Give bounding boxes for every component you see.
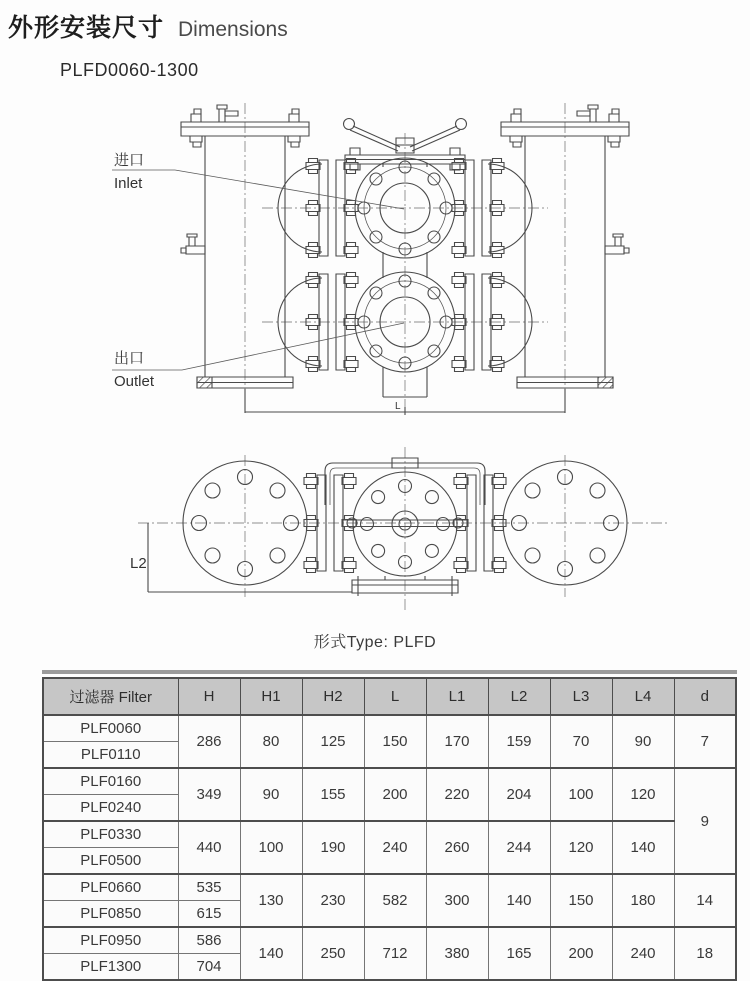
cell-L1: 220 — [426, 768, 488, 821]
outlet-label-zh: 出口 — [114, 350, 145, 367]
cell-model: PLF1300 — [43, 954, 178, 981]
dimensions-table — [42, 677, 737, 981]
col-header-L3: L3 — [550, 678, 612, 715]
cell-H: 704 — [178, 954, 240, 981]
cell-model: PLF0330 — [43, 821, 178, 848]
cell-L4: 180 — [612, 874, 674, 927]
col-header-L: L — [364, 678, 426, 715]
col-header-L2: L2 — [488, 678, 550, 715]
cell-H1: 130 — [240, 874, 302, 927]
cell-H2: 125 — [302, 715, 364, 768]
cell-L3: 150 — [550, 874, 612, 927]
dim-L-label: L — [395, 401, 401, 412]
right-drain-fitting — [605, 234, 629, 254]
col-header-H2: H2 — [302, 678, 364, 715]
front-view-drawing — [112, 103, 629, 415]
cell-L: 712 — [364, 927, 426, 980]
cell-model: PLF0110 — [43, 742, 178, 769]
cell-H: 349 — [178, 768, 240, 821]
type-caption: 形式Type: PLFD — [313, 634, 437, 651]
col-header-L4: L4 — [612, 678, 674, 715]
cell-d: 18 — [674, 927, 736, 980]
cell-H: 586 — [178, 927, 240, 954]
col-header-filter: 过滤器 Filter — [43, 678, 178, 715]
cell-L1: 300 — [426, 874, 488, 927]
top-view-drawing — [130, 447, 668, 613]
cell-L4: 120 — [612, 768, 674, 821]
left-drain-fitting — [181, 234, 205, 254]
cell-L4: 90 — [612, 715, 674, 768]
cell-H2: 190 — [302, 821, 364, 874]
cell-H1: 90 — [240, 768, 302, 821]
cell-L4: 140 — [612, 821, 674, 874]
cell-L3: 200 — [550, 927, 612, 980]
right-vent-valve — [577, 105, 598, 122]
cell-model: PLF0850 — [43, 901, 178, 928]
page-title-english: Dimensions — [178, 18, 288, 41]
cell-H1: 140 — [240, 927, 302, 980]
table-row — [43, 768, 736, 795]
cell-L2: 159 — [488, 715, 550, 768]
cell-H2: 155 — [302, 768, 364, 821]
col-header-L1: L1 — [426, 678, 488, 715]
outlet-leader-line — [112, 323, 404, 370]
cell-model: PLF0500 — [43, 848, 178, 875]
cell-L1: 260 — [426, 821, 488, 874]
cell-L2: 140 — [488, 874, 550, 927]
cell-L2: 165 — [488, 927, 550, 980]
cell-L: 200 — [364, 768, 426, 821]
col-header-d: d — [674, 678, 736, 715]
cell-H2: 230 — [302, 874, 364, 927]
dimension-L2 — [148, 523, 352, 592]
cell-L4: 240 — [612, 927, 674, 980]
cell-L1: 170 — [426, 715, 488, 768]
cell-H: 440 — [178, 821, 240, 874]
cell-H: 615 — [178, 901, 240, 928]
table-header-row — [43, 678, 736, 715]
col-header-H1: H1 — [240, 678, 302, 715]
cell-H1: 100 — [240, 821, 302, 874]
cell-d: 14 — [674, 874, 736, 927]
table-row — [43, 927, 736, 954]
cell-H: 535 — [178, 874, 240, 901]
model-range-label: PLFD0060-1300 — [60, 60, 199, 80]
table-row — [43, 874, 736, 901]
cell-d: 7 — [674, 715, 736, 768]
table-row — [43, 821, 736, 848]
cell-L: 150 — [364, 715, 426, 768]
cell-L2: 244 — [488, 821, 550, 874]
table-top-rule — [42, 670, 737, 674]
cell-H1: 80 — [240, 715, 302, 768]
cell-L3: 100 — [550, 768, 612, 821]
inlet-label-en: Inlet — [114, 175, 143, 192]
left-vent-valve — [217, 105, 238, 122]
cell-L: 240 — [364, 821, 426, 874]
cell-model: PLF0060 — [43, 715, 178, 742]
dim-L2-label: L2 — [130, 555, 147, 572]
inlet-label-zh: 进口 — [114, 152, 145, 169]
cell-model: PLF0950 — [43, 927, 178, 954]
cell-L: 582 — [364, 874, 426, 927]
outlet-label-en: Outlet — [114, 373, 155, 390]
cell-H: 286 — [178, 715, 240, 768]
cell-d: 9 — [674, 768, 736, 874]
cell-L1: 380 — [426, 927, 488, 980]
cell-L2: 204 — [488, 768, 550, 821]
cell-model: PLF0160 — [43, 768, 178, 795]
cell-L3: 120 — [550, 821, 612, 874]
cell-L3: 70 — [550, 715, 612, 768]
col-header-H: H — [178, 678, 240, 715]
page-title-chinese: 外形安装尺寸 — [8, 14, 165, 42]
cell-model: PLF0660 — [43, 874, 178, 901]
cell-H2: 250 — [302, 927, 364, 980]
table-row — [43, 715, 736, 742]
cell-model: PLF0240 — [43, 795, 178, 822]
